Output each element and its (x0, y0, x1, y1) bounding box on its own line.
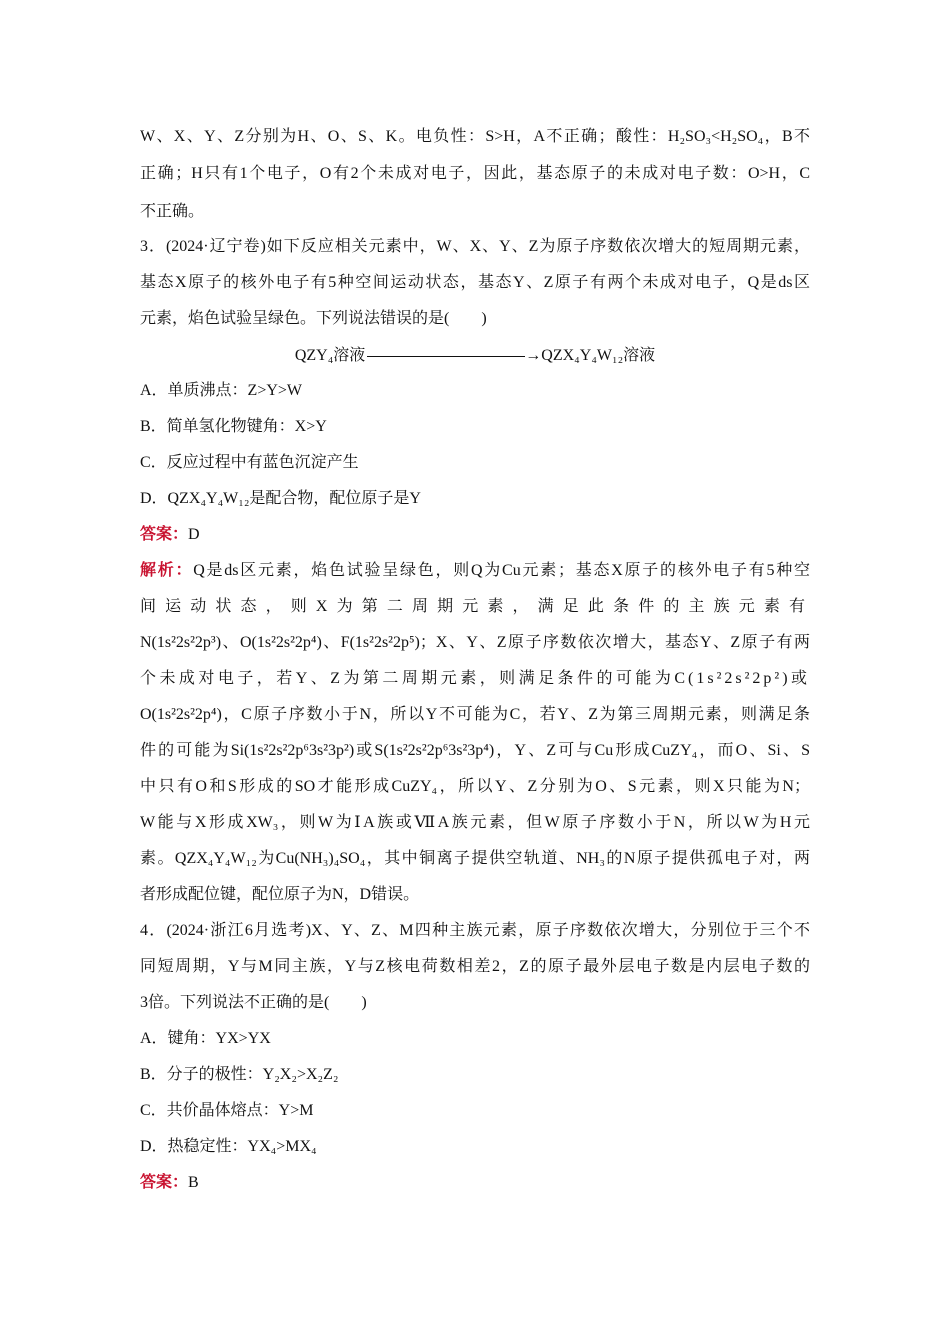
q3-option-b: B．简单氢化物键角：X>Y (140, 418, 327, 435)
q4-answer (140, 1172, 810, 1194)
q3-analysis-line-2: 间运动状态，则X为第二周期元素，满足此条件的主族元素有 (140, 598, 810, 615)
q3-analysis-line-5: O(1s²2s²2p⁴)，C原子序数小于N，所以Y不可能为C，若Y、Z为第三周期元素，则满足条 (140, 706, 810, 723)
q3-analysis-line-3: N(1s²2s²2p³)、O(1s²2s²2p⁴)、F(1s²2s²2p⁵)；X、Y、Z原子序数依次增大，基态Y、Z原子有两 (140, 634, 810, 651)
analysis-label: 解析： (140, 562, 194, 579)
q3-analysis-line-10: 者形成配位键，配位原子为N，D错误。 (140, 886, 420, 903)
q3-analysis-line-4: 个未成对电子，若Y、Z为第二周期元素，则满足条件的可能为C(1s²2s²2p²)或 (140, 670, 810, 687)
q4-stem-line-1: 4．(2024·浙江6月选考)X、Y、Z、M四种主族元素，原子序数依次增大，分别位于三个不 (140, 922, 810, 939)
answer-value: D (188, 526, 200, 543)
reaction-reactant: QZY₄溶液 (294, 347, 366, 364)
answer-value: B (188, 1174, 199, 1191)
q3-stem-line-2: 基态X原子的核外电子有5种空间运动状态，基态Y、Z原子有两个未成对电子，Q是ds区 (140, 274, 810, 291)
q3-analysis-line-9: 素。QZX₄Y₄W₁₂为Cu(NH₃)₄SO₄，其中铜离子提供空轨道、NH₃的N原子提供孤电子对，两 (140, 850, 810, 867)
q3-option-d: D．QZX₄Y₄W₁₂是配合物，配位原子是Y (140, 490, 421, 507)
q4-option-b: B．分子的极性：Y₂X₂>X₂Z₂ (140, 1066, 339, 1083)
q3-stem-line-1: 3．(2024·辽宁卷)如下反应相关元素中，W、X、Y、Z为原子序数依次增大的短周期元素， (140, 238, 810, 255)
prev-analysis-line-1: W、X、Y、Z分别为H、O、S、K。电负性：S>H，A不正确；酸性：H₂SO₃<H₂SO₄，B不 (140, 128, 810, 145)
q4-stem-line-3: 3倍。下列说法不正确的是( ) (140, 994, 367, 1011)
q3-analysis-line-8: W能与X形成XW₃，则W为ⅠA族或ⅦA族元素，但W原子序数小于N，所以W为H元 (140, 814, 810, 831)
prev-analysis-line-2: 正确；H只有1个电子，O有2个未成对电子，因此，基态原子的未成对电子数：O>H，C (140, 165, 810, 182)
answer-label: 答案： (140, 526, 189, 543)
q3-answer (140, 524, 810, 546)
q3-option-a: A．单质沸点：Z>Y>W (140, 382, 303, 399)
q3-analysis-line-1 (140, 560, 810, 582)
prev-analysis-line-3: 不正确。 (140, 203, 205, 220)
q4-option-c: C．共价晶体熔点：Y>M (140, 1102, 314, 1119)
q3-option-c: C．反应过程中有蓝色沉淀产生 (140, 454, 359, 471)
reaction-arrow-line (367, 356, 525, 357)
q4-stem-line-2: 同短周期，Y与M同主族，Y与Z核电荷数相差2，Z的原子最外层电子数是内层电子数的 (140, 958, 810, 975)
q3-reaction-equation (140, 345, 810, 367)
q4-option-d: D．热稳定性：YX₄>MX₄ (140, 1138, 317, 1155)
analysis-text: Q是ds区元素，焰色试验呈绿色，则Q为Cu元素；基态X原子的核外电子有5种空 (193, 562, 810, 579)
q4-option-a: A．键角：YX>YX (140, 1030, 271, 1047)
q3-stem-line-3: 元素，焰色试验呈绿色。下列说法错误的是( ) (140, 310, 487, 327)
answer-label: 答案： (140, 1174, 189, 1191)
reaction-product: →QZX₄Y₄W₁₂溶液 (525, 347, 656, 364)
q3-analysis-line-7: 中只有O和S形成的SO才能形成CuZY₄，所以Y、Z分别为O、S元素，则X只能为N； (140, 778, 810, 795)
q3-analysis-line-6: 件的可能为Si(1s²2s²2p⁶3s²3p²)或S(1s²2s²2p⁶3s²3p⁴)，Y、Z可与Cu形成CuZY₄，而O、Si、S (140, 742, 810, 759)
